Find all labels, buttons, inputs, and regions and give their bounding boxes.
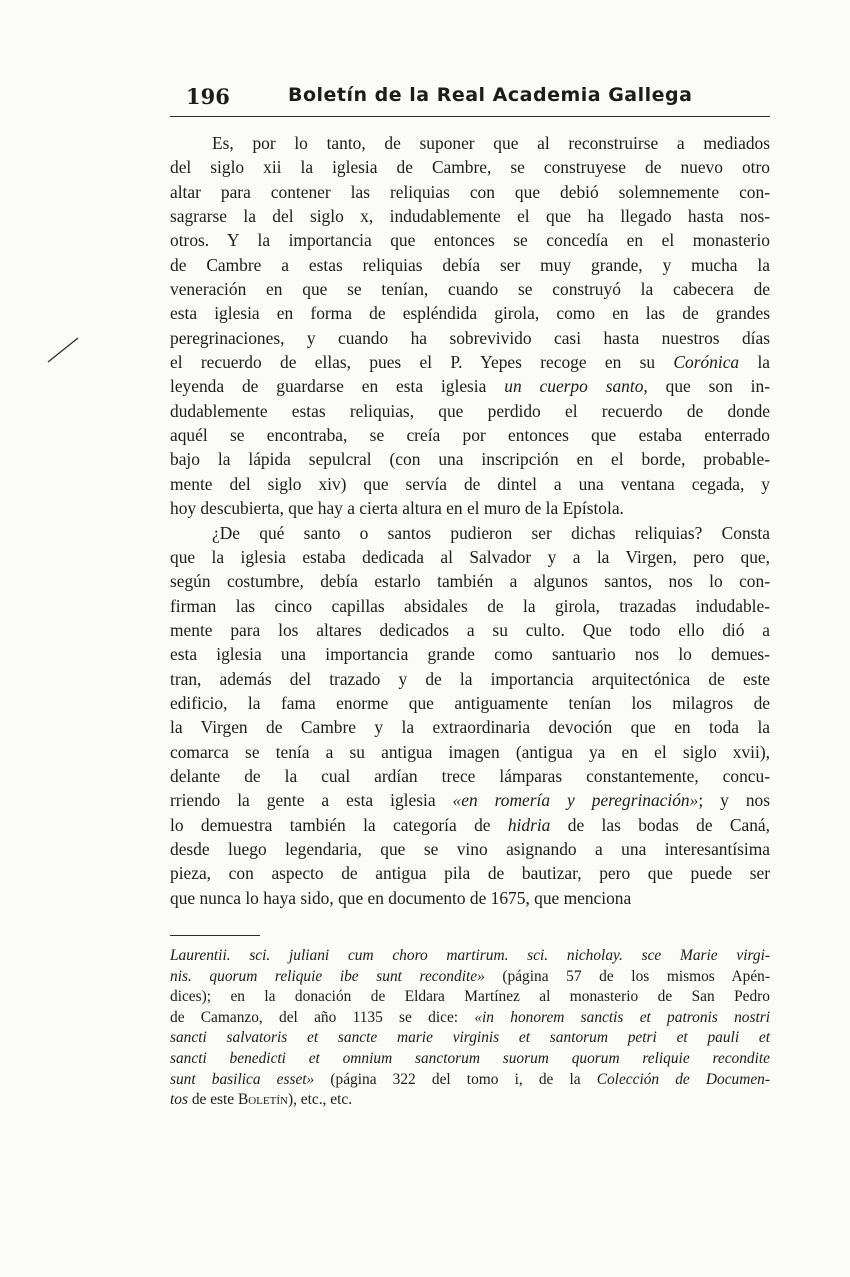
footnote-segment: «in honorem sanctis et patronis nostri bbox=[474, 1008, 770, 1026]
body-line: tran, además del trazado y de la importancia arquitectónica de este bbox=[170, 668, 770, 689]
footnote-line bbox=[170, 946, 770, 967]
body-line: esta iglesia en forma de espléndida girola, como en las de grandes bbox=[170, 303, 770, 324]
footnote-line bbox=[170, 1049, 770, 1070]
body-line: que la iglesia estaba dedicada al Salvador y a la Virgen, pero que, bbox=[170, 546, 770, 567]
body-line-segment: la bbox=[739, 352, 771, 373]
footnote-line bbox=[170, 1090, 770, 1111]
body-line-italic: «en romería y peregrinación» bbox=[452, 790, 699, 811]
body-line-segment: rriendo la gente a esta iglesia bbox=[170, 790, 453, 811]
footnote-segment: Colección de Documen- bbox=[596, 1070, 770, 1088]
running-title: Boletín de la Real Academia Gallega bbox=[288, 84, 693, 106]
body-line bbox=[170, 788, 770, 812]
body-line: pieza, con aspecto de antigua pila de bautizar, pero que puede ser bbox=[170, 863, 770, 884]
body-line: dudablemente estas reliquias, que perdido el recuerdo de donde bbox=[170, 400, 770, 421]
body-line: Es, por lo tanto, de suponer que al reconstruirse a mediados bbox=[212, 133, 770, 153]
body-line: esta iglesia una importancia grande como santuario nos lo demues- bbox=[170, 644, 770, 665]
body-line: de Cambre a estas reliquias debía ser muy grande, y mucha la bbox=[170, 254, 770, 275]
footnote-segment: (página 322 del tomo i, de la bbox=[314, 1070, 597, 1088]
footnote-segment: sunt basilica esset» bbox=[170, 1070, 315, 1088]
body-line: sagrarse la del siglo x, indudablemente el que ha llegado hasta nos- bbox=[170, 206, 770, 227]
footnotes bbox=[170, 946, 770, 1111]
body-line: peregrinaciones, y cuando ha sobrevivido casi hasta nuestros días bbox=[170, 327, 770, 348]
body-line: veneración en que se tenían, cuando se construyó la cabecera de bbox=[170, 279, 770, 300]
body-text bbox=[170, 131, 770, 910]
footnote-rule bbox=[170, 935, 260, 936]
body-line-segment: lo demuestra también la categoría de bbox=[170, 814, 508, 835]
body-line-segment: que son in- bbox=[647, 376, 770, 397]
body-line-italic: un cuerpo santo, bbox=[504, 376, 648, 397]
footnote-segment: Laurentii. sci. juliani cum choro martirum. sci. nicholay. sce Marie virgi- bbox=[170, 947, 770, 964]
page-number: 196 bbox=[186, 84, 230, 109]
body-line: edificio, la fama enorme que antiguamente tenían los milagros de bbox=[170, 692, 770, 713]
footnote-segment: Boletín bbox=[237, 1091, 288, 1109]
footnote-segment: sancti salvatoris et sancte marie virginis et santorum petri et pauli et bbox=[170, 1029, 770, 1047]
body-line-italic: Corónica bbox=[673, 352, 740, 373]
body-line-segment: ; y nos bbox=[698, 790, 770, 811]
body-line bbox=[170, 350, 770, 374]
body-line: hoy descubierta, que hay a cierta altura en el muro de la Epístola. bbox=[170, 498, 624, 519]
body-line: desde luego legendaria, que se vino asignando a una interesantísima bbox=[170, 838, 770, 859]
footnote-segment: tos bbox=[170, 1091, 188, 1109]
body-line: aquél se encontraba, se creía por entonces que estaba enterrado bbox=[170, 425, 770, 446]
body-line: altar para contener las reliquias con que debió solemnemente con- bbox=[170, 181, 770, 202]
body-line: mente del siglo xiv) que servía de dintel a una ventana cegada, y bbox=[170, 473, 770, 494]
body-line-segment: el recuerdo de ellas, pues el P. Yepes recoge en su bbox=[170, 352, 674, 373]
footnote-segment: nis. quorum reliquie ibe sunt recondite» bbox=[170, 967, 485, 985]
body-line: bajo la lápida sepulcral (con una inscripción en el borde, probable- bbox=[170, 449, 770, 470]
footnote-segment: de Camanzo, del año 1135 se dice: bbox=[170, 1008, 475, 1026]
body-line: otros. Y la importancia que entonces se concedía en el monasterio bbox=[170, 230, 770, 251]
footnote-line bbox=[170, 1028, 770, 1049]
body-line-italic: hidria bbox=[507, 814, 551, 835]
body-line: delante de la cual ardían trece lámparas constantemente, concu- bbox=[170, 765, 770, 786]
footnote-line bbox=[170, 967, 770, 988]
body-line: ¿De qué santo o santos pudieron ser dichas reliquias? Consta bbox=[212, 522, 770, 543]
body-line: que nunca lo haya sido, que en documento de 1675, que menciona bbox=[170, 887, 632, 908]
body-line: la Virgen de Cambre y la extraordinaria devoción que en toda la bbox=[170, 717, 770, 738]
body-line: firman las cinco capillas absidales de la girola, trazadas indudable- bbox=[170, 595, 770, 616]
body-line-segment: leyenda de guardarse en esta iglesia bbox=[170, 376, 505, 397]
footnote-segment: dices); en la donación de Eldara Martínez al monasterio de San Pedro bbox=[170, 988, 770, 1006]
footnote-segment: (página 57 de los mismos Apén- bbox=[484, 967, 771, 985]
body-line bbox=[170, 374, 770, 398]
footnote-line bbox=[170, 987, 770, 1008]
body-line: comarca se tenía a su antigua imagen (antigua ya en el siglo xvii), bbox=[170, 741, 770, 762]
body-line-segment: de las bodas de Caná, bbox=[550, 814, 770, 835]
footnote-line bbox=[170, 1008, 770, 1029]
body-line: según costumbre, debía estarlo también a algunos santos, nos lo con- bbox=[170, 571, 770, 592]
footnote-segment: sancti benedicti et omnium sanctorum suorum quorum reliquie recondite bbox=[170, 1049, 770, 1067]
body-line bbox=[170, 813, 770, 837]
body-line: del siglo xii la iglesia de Cambre, se construyese de nuevo otro bbox=[170, 157, 770, 178]
margin-pencil-mark bbox=[46, 330, 82, 366]
footnote-segment: ), etc., etc. bbox=[287, 1091, 353, 1109]
footnote-line bbox=[170, 1070, 770, 1091]
page-header bbox=[170, 80, 770, 117]
footnote-segment: de este bbox=[187, 1091, 238, 1109]
body-line: mente para los altares dedicados a su culto. Que todo ello dió a bbox=[170, 619, 770, 640]
